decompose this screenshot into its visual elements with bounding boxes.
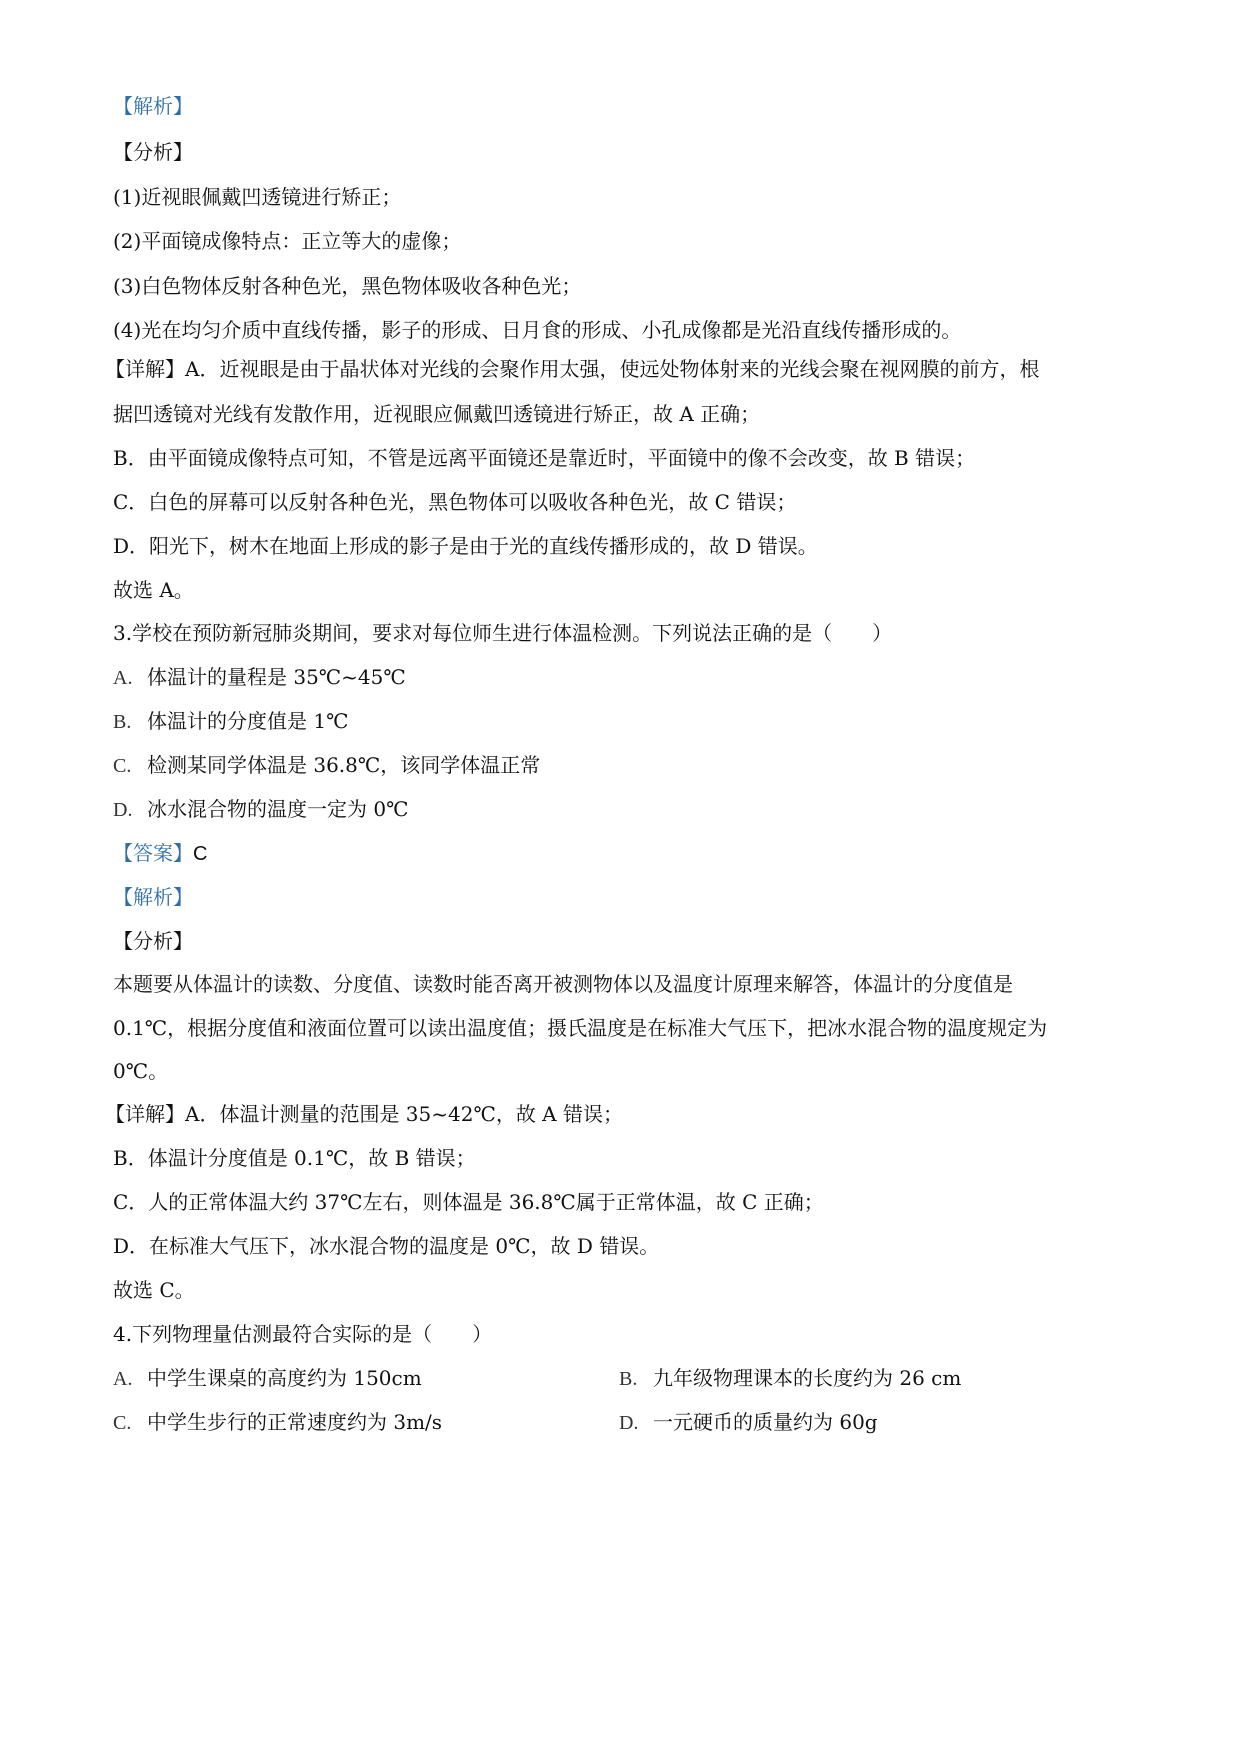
q3-option-a — [113, 661, 406, 693]
q3-fenxi-heading: 【分析】 — [113, 929, 193, 953]
conclusion: 故选 A。 — [113, 578, 194, 602]
option-label: D. — [619, 1412, 639, 1434]
q4-stem: 4.下列物理量估测最符合实际的是（ ） — [113, 1322, 493, 1346]
option-text: 体温计的分度值是 1℃ — [147, 709, 349, 733]
q4-option-a — [113, 1362, 422, 1394]
fenxi-heading: 【分析】 — [113, 140, 193, 164]
option-text: 中学生步行的正常速度约为 3m/s — [147, 1410, 443, 1434]
q4-option-c — [113, 1406, 442, 1438]
option-label: D. — [113, 799, 133, 821]
q3-option-c — [113, 749, 540, 781]
analysis-line-4: (4)光在均匀介质中直线传播，影子的形成、日月食的形成、小孔成像都是光沿直线传播形成的。 — [113, 318, 962, 342]
q3-analysis-3: 0℃。 — [113, 1059, 169, 1083]
q3-analysis-2: 0.1℃，根据分度值和液面位置可以读出温度值；摄氏温度是在标准大气压下，把冰水混合物的温度规定为 — [113, 1016, 1048, 1040]
q3-detail-d: D．在标准大气压下，冰水混合物的温度是 0℃，故 D 错误。 — [113, 1234, 660, 1258]
option-label: A. — [113, 667, 133, 689]
answer-tag: 【答案】 — [113, 841, 193, 865]
option-label: B. — [619, 1368, 638, 1390]
q3-option-d — [113, 793, 408, 825]
q3-detail-c: C．人的正常体温大约 37℃左右，则体温是 36.8℃属于正常体温，故 C 正确； — [113, 1190, 824, 1214]
q4-option-d — [619, 1406, 878, 1438]
q4-option-b — [619, 1362, 961, 1394]
detail-c: C．白色的屏幕可以反射各种色光，黑色物体可以吸收各种色光，故 C 错误； — [113, 490, 797, 514]
q3-stem: 3.学校在预防新冠肺炎期间，要求对每位师生进行体温检测。下列说法正确的是（ ） — [113, 621, 893, 645]
option-label: C. — [113, 755, 132, 777]
analysis-line-1: (1)近视眼佩戴凹透镜进行矫正； — [113, 185, 402, 209]
detail-d: D．阳光下，树木在地面上形成的影子是由于光的直线传播形成的，故 D 错误。 — [113, 534, 818, 558]
q3-detail-b: B．体温计分度值是 0.1℃，故 B 错误； — [113, 1146, 476, 1170]
detail-a-line-2: 据凹透镜对光线有发散作用，近视眼应佩戴凹透镜进行矫正，故 A 正确； — [113, 402, 761, 426]
detail-a-line-1: 【详解】A．近视眼是由于晶状体对光线的会聚作用太强，使远处物体射来的光线会聚在视网膜的前方，根 — [105, 357, 1040, 381]
q3-jiexi-heading: 【解析】 — [113, 885, 193, 909]
option-text: 检测某同学体温是 36.8℃，该同学体温正常 — [147, 753, 541, 777]
option-text: 一元硬币的质量约为 60g — [653, 1410, 878, 1434]
option-text: 体温计的量程是 35℃~45℃ — [147, 665, 406, 689]
answer-value: C — [193, 843, 208, 865]
analysis-line-2: (2)平面镜成像特点：正立等大的虚像； — [113, 229, 462, 253]
q3-option-b — [113, 705, 348, 737]
option-text: 中学生课桌的高度约为 150cm — [147, 1366, 422, 1390]
jiexi-heading: 【解析】 — [113, 94, 193, 118]
detail-b: B．由平面镜成像特点可知，不管是远离平面镜还是靠近时，平面镜中的像不会改变，故 B 错误； — [113, 446, 976, 470]
q3-analysis-1: 本题要从体温计的读数、分度值、读数时能否离开被测物体以及温度计原理来解答，体温计的分度值是 — [113, 972, 1013, 996]
q3-detail-a: 【详解】A．体温计测量的范围是 35~42℃，故 A 错误； — [105, 1102, 623, 1126]
option-text: 冰水混合物的温度一定为 0℃ — [147, 797, 409, 821]
option-label: B. — [113, 711, 132, 733]
option-text: 九年级物理课本的长度约为 26 cm — [653, 1366, 962, 1390]
q3-conclusion: 故选 C。 — [113, 1278, 195, 1302]
analysis-line-3: (3)白色物体反射各种色光，黑色物体吸收各种色光； — [113, 274, 582, 298]
option-label: C. — [113, 1412, 132, 1434]
option-label: A. — [113, 1368, 133, 1390]
answer-line — [113, 837, 1133, 869]
